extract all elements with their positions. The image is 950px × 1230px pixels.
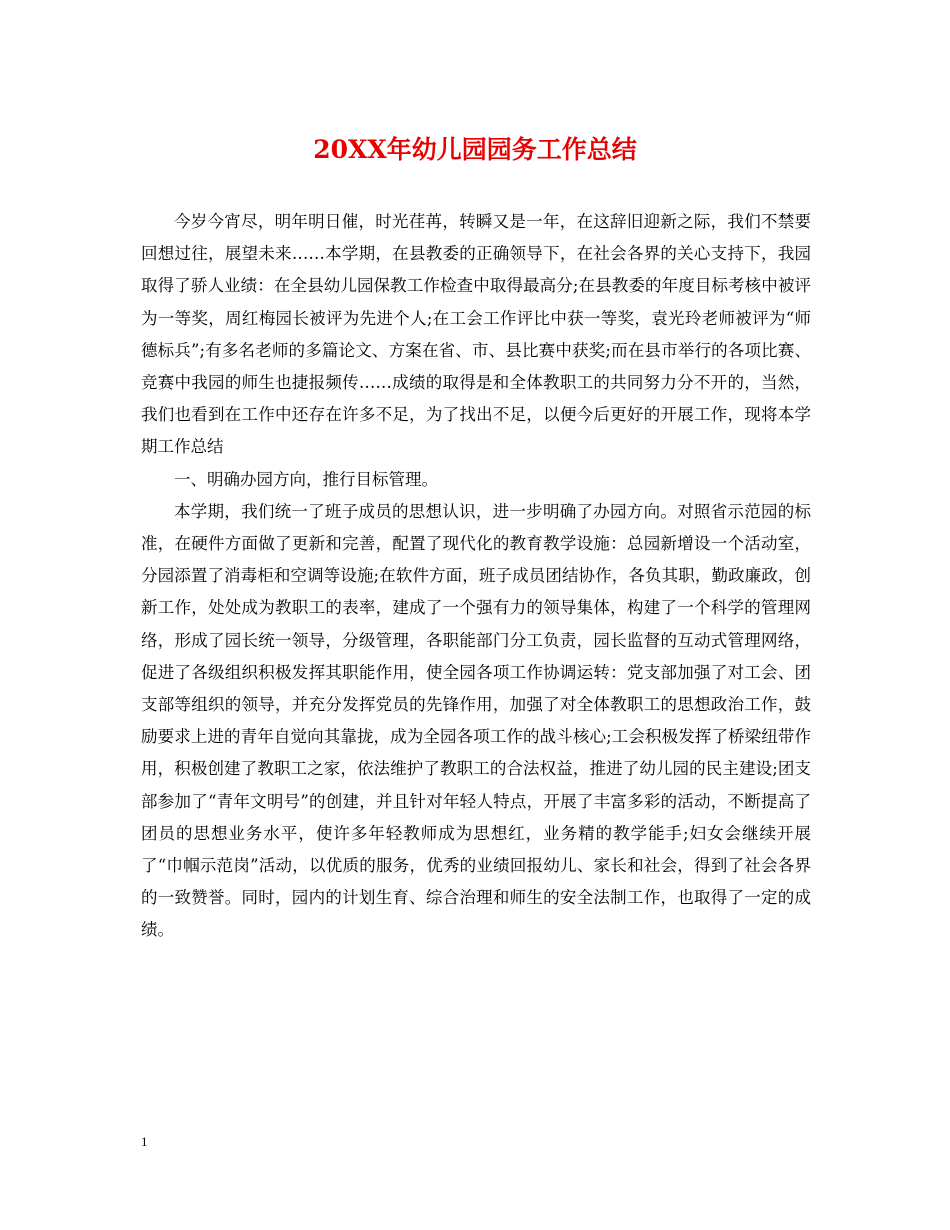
page-number: 1	[141, 1134, 148, 1149]
document-body	[141, 206, 811, 947]
paragraph-section-one: 本学期，我们统一了班子成员的思想认识，进一步明确了办园方向。对照省示范园的标准，在硬件方面做了更新和完善，配置了现代化的教育教学设施：总园新增设一个活动室，分园添置了消毒柜和空调等设施;在软件方面，班子成员团结协作，各负其职，勤政廉政，创新工作，处处成为教职工的表率，建成了一个强有力的领导集体，构建了一个科学的管理网络，形成了园长统一领导，分级管理，各职能部门分工负责，园长监督的互动式管理网络，促进了各级组织积极发挥其职能作用，使全园各项工作协调运转：党支部加强了对工会、团支部等组织的领导，并充分发挥党员的先锋作用，加强了对全体教职工的思想政治工作，鼓励要求上进的青年自觉向其靠拢，成为全园各项工作的战斗核心;工会积极发挥了桥梁纽带作用，积极创建了教职工之家，依法维护了教职工的合法权益，推进了幼儿园的民主建设;团支部参加了“青年文明号”的创建，并且针对年轻人特点，开展了丰富多彩的活动，不断提高了团员的思想业务水平，使许多年轻教师成为思想红，业务精的教学能手;妇女会继续开展了“巾帼示范岗”活动，以优质的服务，优秀的业绩回报幼儿、家长和社会，得到了社会各界的一致赞誉。同时，园内的计划生育、综合治理和师生的安全法制工作，也取得了一定的成绩。	[141, 501, 811, 940]
paragraph-intro: 今岁今宵尽，明年明日催，时光荏苒，转瞬又是一年，在这辞旧迎新之际，我们不禁要回想过往，展望未来……本学期，在县教委的正确领导下，在社会各界的关心支持下，我园取得了骄人业绩：在全县幼儿园保教工作检查中取得最高分;在县教委的年度目标考核中被评为一等奖，周红梅园长被评为先进个人;在工会工作评比中获一等奖，袁光玲老师被评为“师德标兵”;有多名老师的多篇论文、方案在省、市、县比赛中获奖;而在县市举行的各项比赛、竞赛中我园的师生也捷报频传……成绩的取得是和全体教职工的共同努力分不开的，当然，我们也看到在工作中还存在许多不足，为了找出不足，以便今后更好的开展工作，现将本学期工作总结	[141, 212, 811, 457]
section-heading: 一、明确办园方向，推行目标管理。	[174, 469, 438, 489]
document-title: 20XX年幼儿园园务工作总结	[313, 135, 637, 164]
